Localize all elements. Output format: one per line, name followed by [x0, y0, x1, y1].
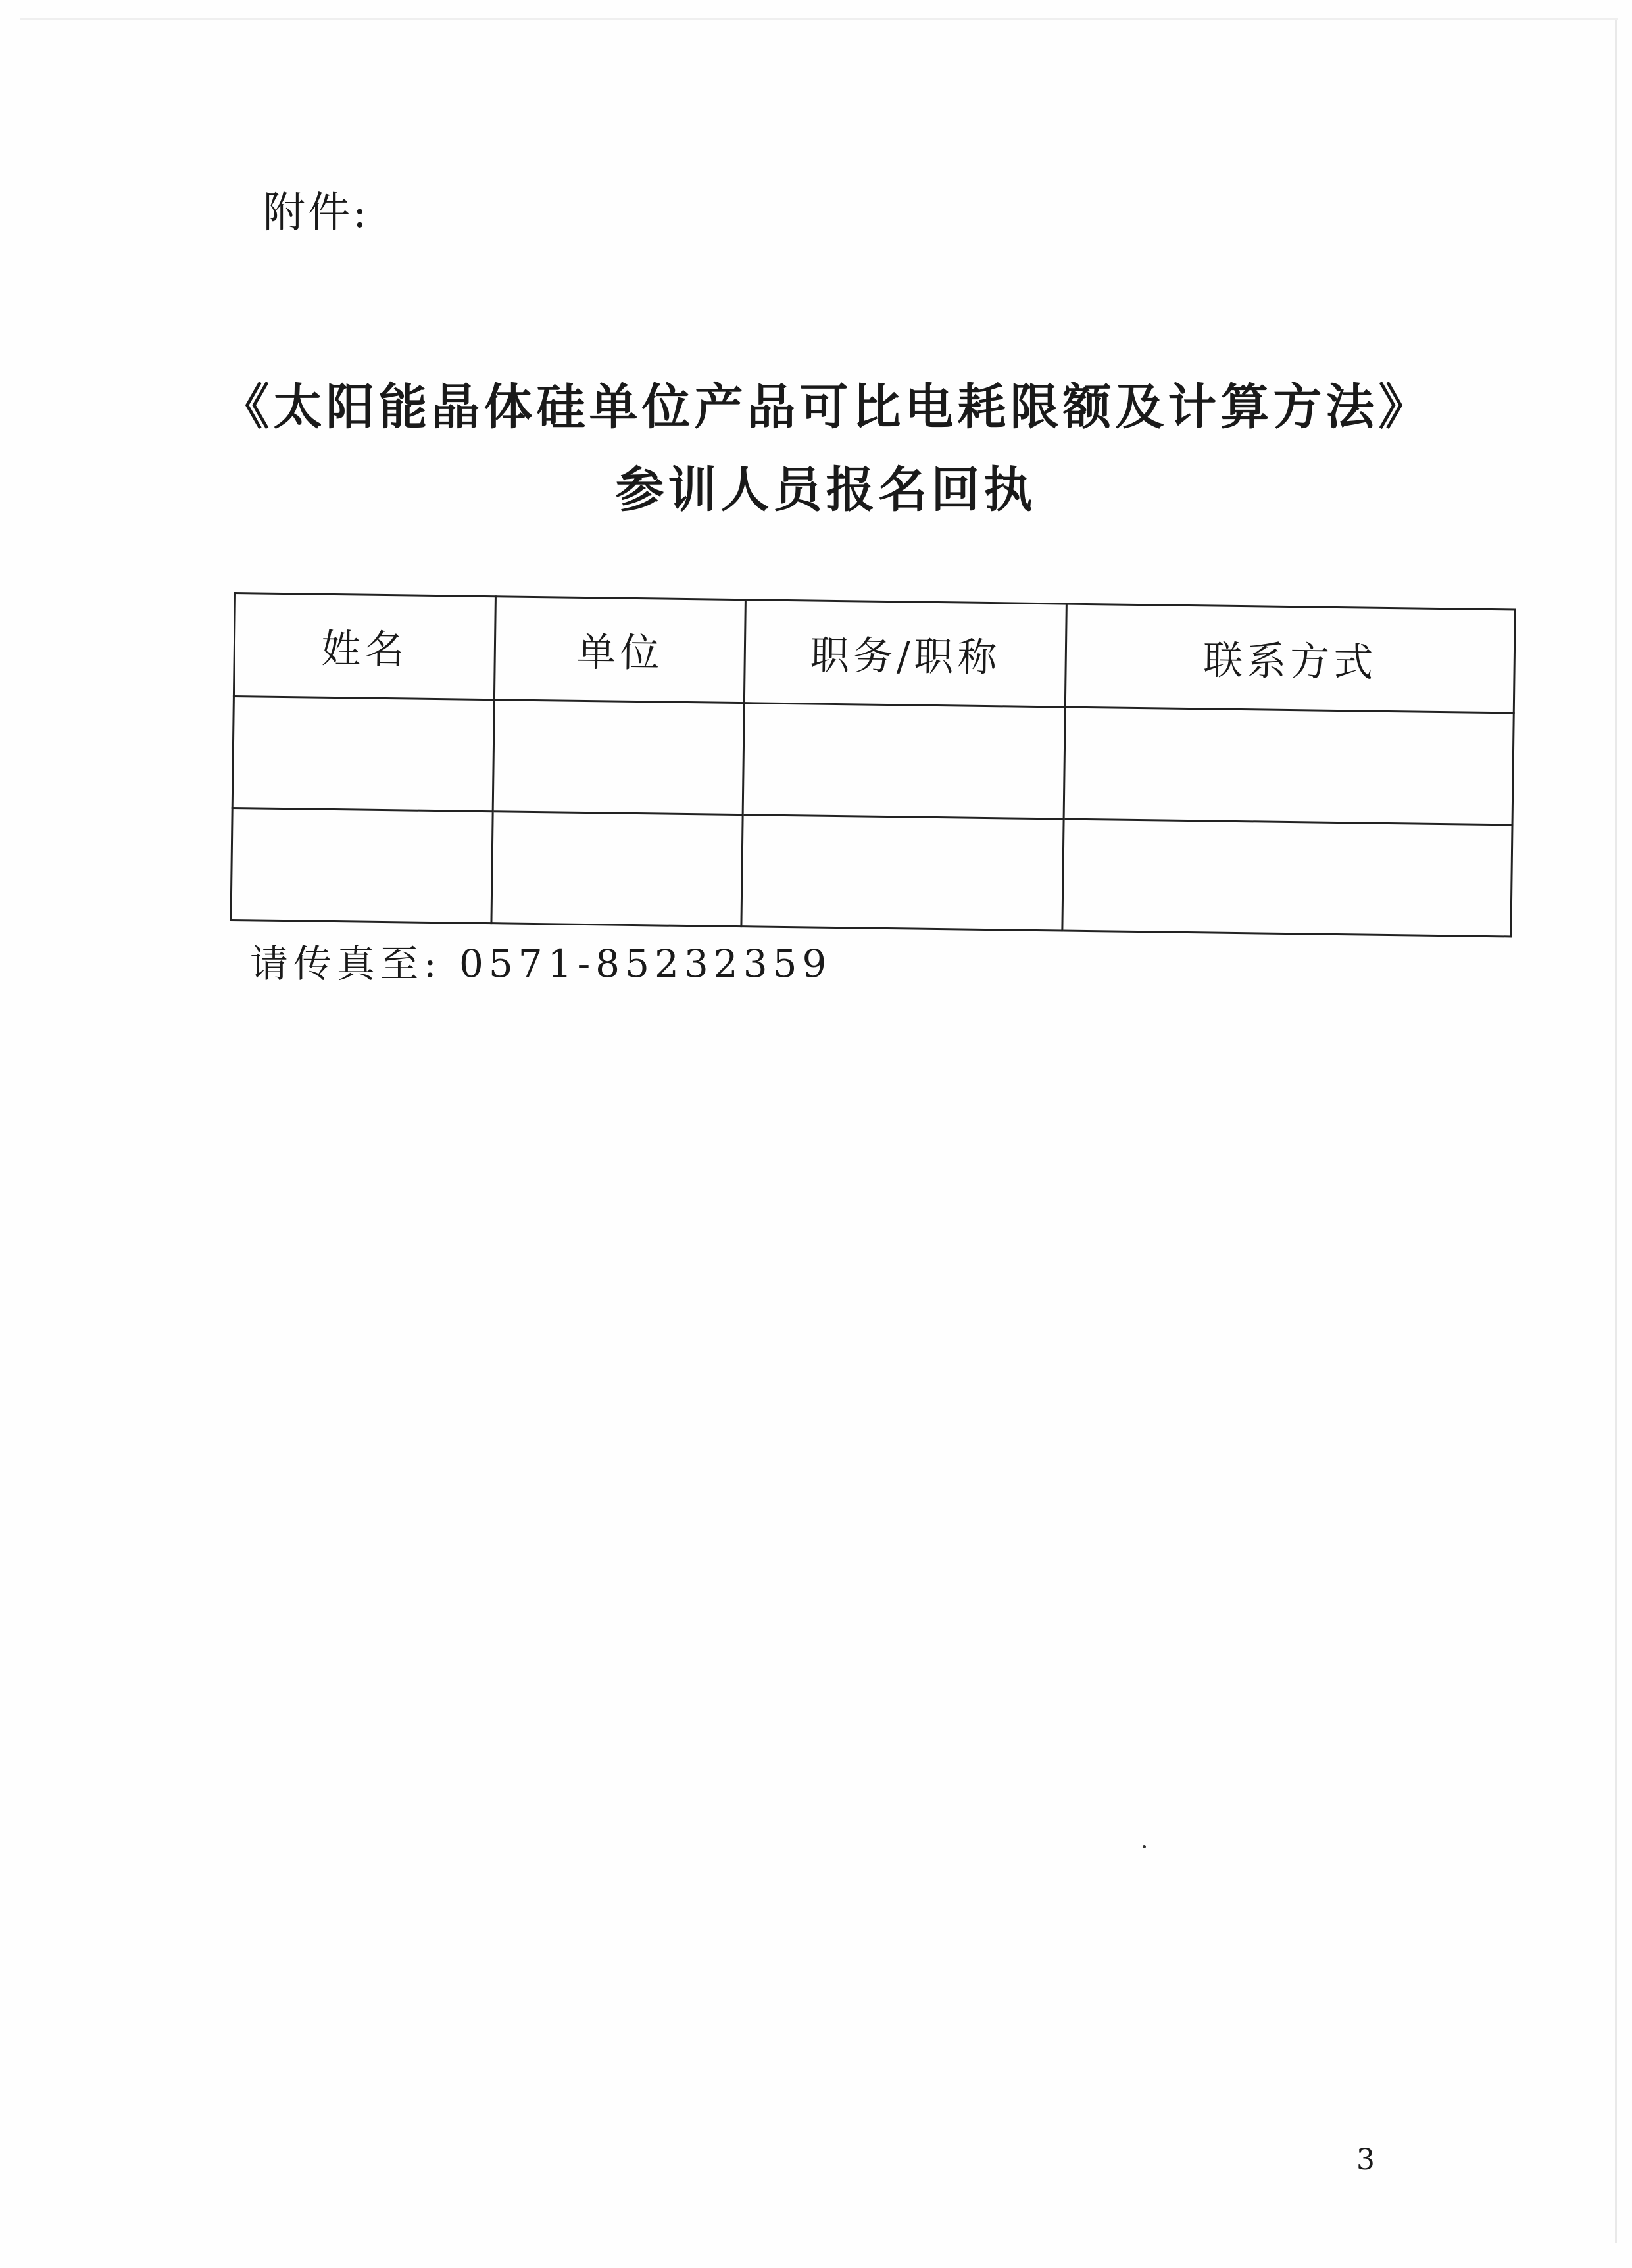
page-number: 3	[1356, 2143, 1375, 2177]
header-organization: 单位	[494, 597, 745, 703]
attachment-label: 附件:	[263, 189, 370, 237]
header-name: 姓名	[234, 593, 495, 700]
header-contact: 联系方式	[1065, 604, 1515, 713]
table-header-row	[234, 593, 1515, 713]
document-subtitle: 参训人员报名回执	[615, 462, 1037, 518]
table-cell[interactable]	[741, 815, 1064, 931]
table-cell[interactable]	[1064, 707, 1514, 825]
table-cell[interactable]	[491, 812, 743, 927]
document-title: 《太阳能晶体硅单位产品可比电耗限额及计算方法》	[220, 379, 1431, 435]
table-cell[interactable]	[743, 703, 1065, 819]
table-cell[interactable]	[232, 697, 494, 812]
scan-speck	[1143, 1845, 1146, 1848]
table-cell[interactable]	[231, 808, 493, 923]
header-position-title: 职务/职称	[744, 600, 1066, 707]
table-row	[232, 697, 1514, 825]
table-row	[231, 808, 1512, 936]
scan-edge	[20, 18, 1618, 20]
table-cell[interactable]	[1062, 819, 1512, 937]
table-cell[interactable]	[493, 700, 744, 815]
fax-instruction: 请传真至: 0571-85232359	[250, 941, 832, 986]
scan-edge	[1615, 20, 1617, 2243]
registration-table	[230, 592, 1516, 937]
